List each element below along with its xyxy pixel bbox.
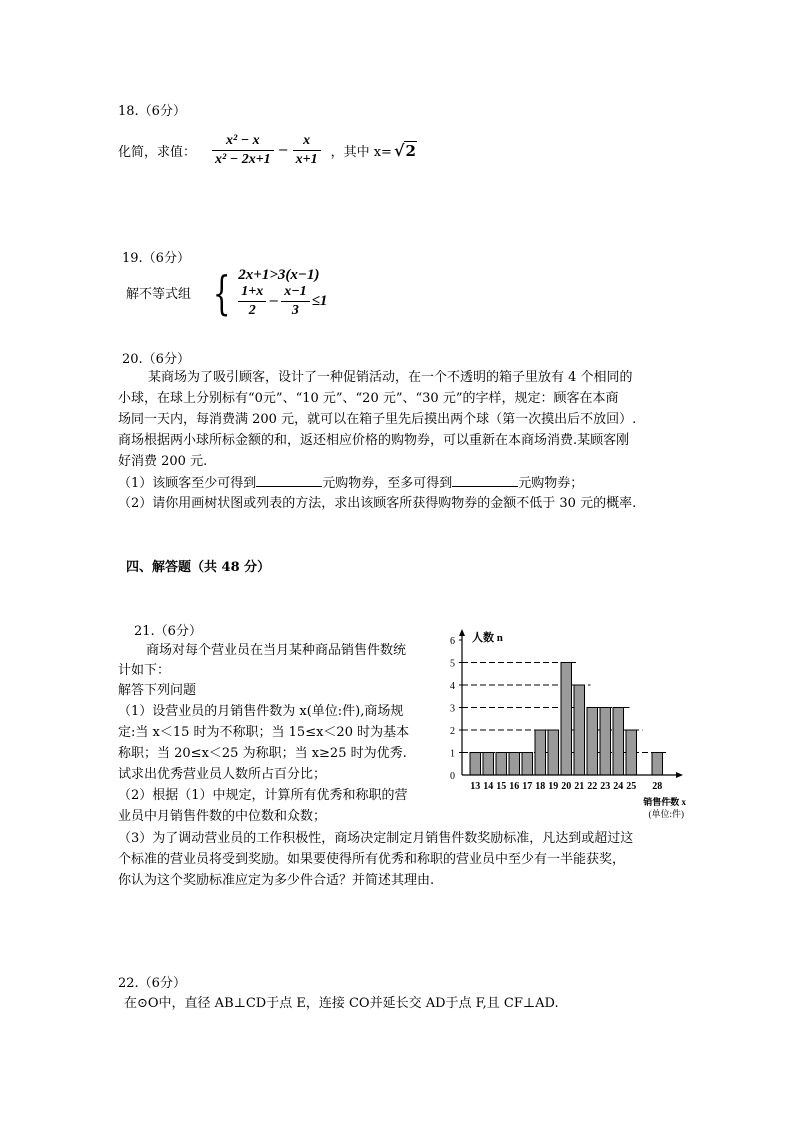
y-tick-label-3: 3 <box>450 703 455 715</box>
q20-line-5: 好消费 200 元. <box>118 454 208 469</box>
x-tick-label-18: 18 <box>535 781 546 792</box>
bar-14 <box>483 753 494 776</box>
q21-line-5: 定:当 x＜15 时为不称职；当 15≤x＜20 时为基本 <box>118 725 410 740</box>
q18-number: 18.（6分） <box>118 104 186 119</box>
x-tick-label-20: 20 <box>561 781 572 792</box>
bar-28 <box>652 753 663 776</box>
q18-frac2-denominator: x+1 <box>295 151 318 167</box>
q22-text: 在⊙O中，直径 AB⊥CD于点 E，连接 CO并延长交 AD于点 F,且 CF⊥AD. <box>124 996 559 1011</box>
q21-line-4: （1）设营业员的月销售件数为 x(单位:件),商场规 <box>118 704 404 719</box>
q21-number: 21.（6分） <box>134 624 202 639</box>
y-tick-label-4: 4 <box>450 681 455 692</box>
q18-suffix: ，其中 x= <box>330 144 392 160</box>
x-axis-arrow-icon <box>676 772 683 778</box>
x-tick-label-28: 28 <box>652 781 663 792</box>
bar-24 <box>613 708 624 776</box>
bar-20 <box>561 663 572 776</box>
x-tick-label-25: 25 <box>626 781 637 792</box>
left-brace-icon: { <box>212 265 231 320</box>
q21-line-6: 称职；当 20≤x＜25 为称职；当 x≥25 时为优秀. <box>118 746 407 761</box>
q20-sub1-b: 元购物券，至多可得到 <box>322 476 453 491</box>
q20-sub1 <box>118 472 583 494</box>
q20-line-2: 小球，在球上分别标有“0元”、“10 元”、“20 元”、“30 元”的字样，规定：顾客在本商 <box>118 391 619 406</box>
bar-22 <box>587 708 598 776</box>
y-tick-label-1: 1 <box>450 748 455 760</box>
q20-blank-min[interactable] <box>256 472 322 487</box>
x-axis-unit: (单位:件) <box>648 809 684 819</box>
section-4-title: 四、解答题（共 48 分） <box>126 560 271 575</box>
q20-number: 20.（6分） <box>122 352 190 367</box>
q19-system <box>126 266 327 319</box>
q20-line-3: 场同一天内，每消费满 200 元，就可以在箱子里先后摸出两个球（第一次摸出后不放回）. <box>118 412 637 427</box>
q22-number: 22.（6分） <box>118 976 186 991</box>
q18-prefix: 化简，求值： <box>118 144 197 160</box>
q19-frac-b-denominator: 3 <box>291 303 299 318</box>
x-tick-label-19: 19 <box>548 781 559 792</box>
x-axis-title: 销售件数 x <box>643 797 686 807</box>
q18-fraction-2 <box>293 133 321 168</box>
q19-frac-a-denominator: 2 <box>248 303 256 318</box>
bar-18 <box>535 730 546 775</box>
q20-sub2: （2）请你用画树状图或列表的方法，求出该顾客所获得购物券的金额不低于 30 元的概率. <box>118 496 637 511</box>
q19-inequalities <box>238 266 327 319</box>
q21-full-line-1: （3）为了调动营业员的工作积极性，商场决定制定月销售件数奖励标准，凡达到或超过这 <box>118 831 634 846</box>
bar-21 <box>574 685 585 775</box>
q18-frac1-numerator: x² − x <box>212 133 274 151</box>
q18-sqrt-value: 2 <box>405 141 416 160</box>
q19-frac-a-numerator: 1+x <box>238 284 266 302</box>
q19-number: 19.（6分） <box>122 251 190 266</box>
x-tick-label-16: 16 <box>509 781 520 792</box>
q21-full-line-2: 个标准的营业员将受到奖励。如果要使得所有优秀和称职的营业员中至少有一半能获奖， <box>118 852 626 867</box>
origin-label: 0 <box>450 771 455 782</box>
x-tick-label-13: 13 <box>470 781 481 792</box>
q20-sub1-c: 元购物券； <box>518 476 584 491</box>
x-tick-label-23: 23 <box>600 781 611 792</box>
sqrt-icon: √ <box>393 140 405 160</box>
x-tick-label-17: 17 <box>522 781 533 792</box>
q20-sub1-a: （1）该顾客至少可得到 <box>118 476 257 491</box>
q18-expression <box>118 130 417 170</box>
x-tick-label-14: 14 <box>483 781 494 792</box>
q21-line-3: 解答下列问题 <box>118 683 197 698</box>
q18-fraction-1 <box>212 133 274 168</box>
q18-frac1-denominator: x² − 2x+1 <box>215 151 271 167</box>
x-tick-label-15: 15 <box>496 781 507 792</box>
bar-19 <box>548 730 559 775</box>
q20-line-4: 商场根据两小球所标金额的和，返还相应价格的购物券，可以重新在本商场消费.某顾客刚 <box>118 433 630 448</box>
y-tick-label-6: 6 <box>450 636 455 647</box>
y-axis-arrow-icon <box>459 629 465 636</box>
q19-rhs: ≤1 <box>311 293 328 309</box>
q19-inequality-1: 2x+1>3(x−1) <box>238 267 320 283</box>
bar-25 <box>626 730 637 775</box>
x-tick-label-22: 22 <box>587 781 598 792</box>
q19-prefix: 解不等式组 <box>126 287 192 302</box>
q19-inequality-2 <box>238 284 327 319</box>
bar-13 <box>470 753 481 776</box>
bar-17 <box>522 753 533 776</box>
bar-23 <box>600 708 611 776</box>
q21-line-8: （2）根据（1）中规定，计算所有优秀和称职的营 <box>118 788 408 803</box>
bar-16 <box>509 753 520 776</box>
q21-line-2: 计如下： <box>118 663 171 678</box>
y-tick-label-2: 2 <box>450 726 455 737</box>
x-tick-label-24: 24 <box>613 781 624 792</box>
y-axis-title: 人数 n <box>472 632 503 644</box>
q21-full-line-3: 你认为这个奖励标准应定为多少件合适？并简述其理由. <box>118 873 435 888</box>
y-tick-label-5: 5 <box>450 658 455 670</box>
q18-frac2-numerator: x <box>293 133 321 151</box>
bar-15 <box>496 753 507 776</box>
q18-minus: − <box>277 142 289 158</box>
x-tick-label-21: 21 <box>574 781 585 792</box>
q20-line-1: 某商场为了吸引顾客，设计了一种促销活动，在一个不透明的箱子里放有 4 个相同的 <box>148 370 633 385</box>
q21-line-9: 业员中月销售件数的中位数和众数； <box>118 809 327 824</box>
q19-frac-b-numerator: x−1 <box>281 284 309 302</box>
q21-line-7: 试求出优秀营业员人数所占百分比； <box>118 767 327 782</box>
q21-line-1: 商场对每个营业员在当月某种商品销售件数统 <box>146 643 407 658</box>
q19-minus: − <box>268 294 280 309</box>
sales-histogram-chart <box>436 626 686 822</box>
q20-blank-max[interactable] <box>452 472 518 487</box>
